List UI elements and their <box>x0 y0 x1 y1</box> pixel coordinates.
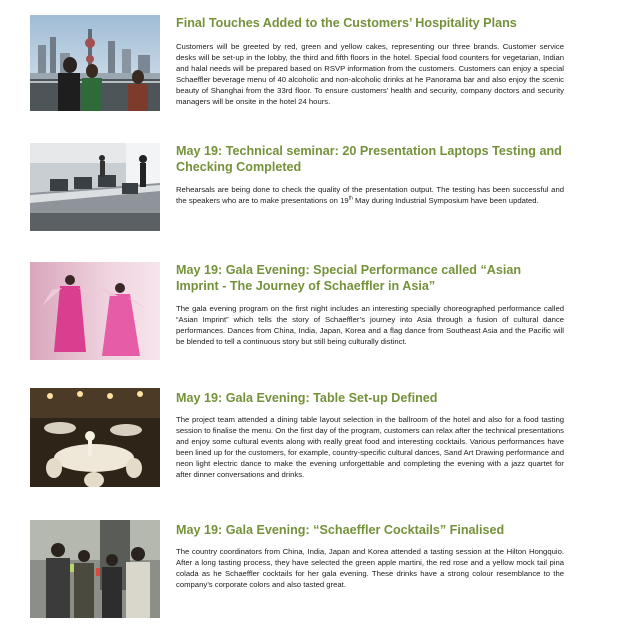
headline: Final Touches Added to the Customers’ Hospitality Plans <box>176 16 517 30</box>
article-body: Rehearsals are being done to check the quality of the presentation output. The testing has been successful and the speakers who are to make presentations on 19th May during Industrial Symposium have been updated. <box>176 185 564 205</box>
article-body: The gala evening program on the first night includes an interesting specially choreographed performance called “Asian Imprint” which tells the story of Schaeffler’s journey into Asia through a fusion of cultural dance performances. Dances from China, India, Japan, Korea and a flag dance from Southeast Asia and the Pacific will be blended to tell a continuous story but still being culturally distinct. <box>176 304 564 346</box>
photo-seminar-laptops <box>30 143 160 239</box>
article-body: The country coordinators from China, India, Japan and Korea attended a tasting session at the Hilton Hongquio. After a long tasting process, they have selected the green apple martini, the red rose and a yellow mock tail pina colada as he Schaeffler cocktails for her gala evening. These drinks have a strong colour resemblance to the company’s corporate colors and also tasted great. <box>176 547 564 589</box>
headline: May 19: Technical seminar: 20 Presentation Laptops Testing and Checking Completed <box>176 144 562 174</box>
photo-ballroom-tables <box>30 388 160 487</box>
headline: May 19: Gala Evening: Special Performance called “Asian Imprint - The Journey of Schaeffler in Asia” <box>176 263 522 293</box>
article-body: Customers will be greeted by red, green and yellow cakes, representing our three brands. Customer service desks will be set-up in the lobby, the third and fifth floors in the hotel. Special food counters for vegetarian, Indian and halal needs will be prepared based on RSVP information from the customers. Customers can enjoy a special Schaeffler beverage menu of 40 alcoholic and non-alcoholic drinks at he Panorama bar and also enjoy the scenic beauty of Shanghai from the 33rd floor. To ensure customers’ health and security, company doctors and security managers will be onsite in the hotel 24 hours. <box>176 42 564 106</box>
photo-dance-performance <box>30 262 160 360</box>
headline: May 19: Gala Evening: Table Set-up Defined <box>176 391 438 405</box>
photo-cocktail-tasting <box>30 520 160 618</box>
photo-shanghai-skyline <box>30 15 160 111</box>
headline: May 19: Gala Evening: “Schaeffler Cocktails” Finalised <box>176 523 505 537</box>
article-body: The project team attended a dining table layout selection in the ballroom of the hotel and also for a food tasting session to finalise the menu. On the first day of the program, customers can relax after the technical presentations and enjoy some cultural events along with really great food and interesting cocktails. Various performances have been lined up for the customers, for example, country-specific cultural dances, Sand Art Drawing performance and neon light electric dance to make the evening unforgettable and completing the evening with a jazz quartet for after dinner conversations and drinks. <box>176 415 564 479</box>
